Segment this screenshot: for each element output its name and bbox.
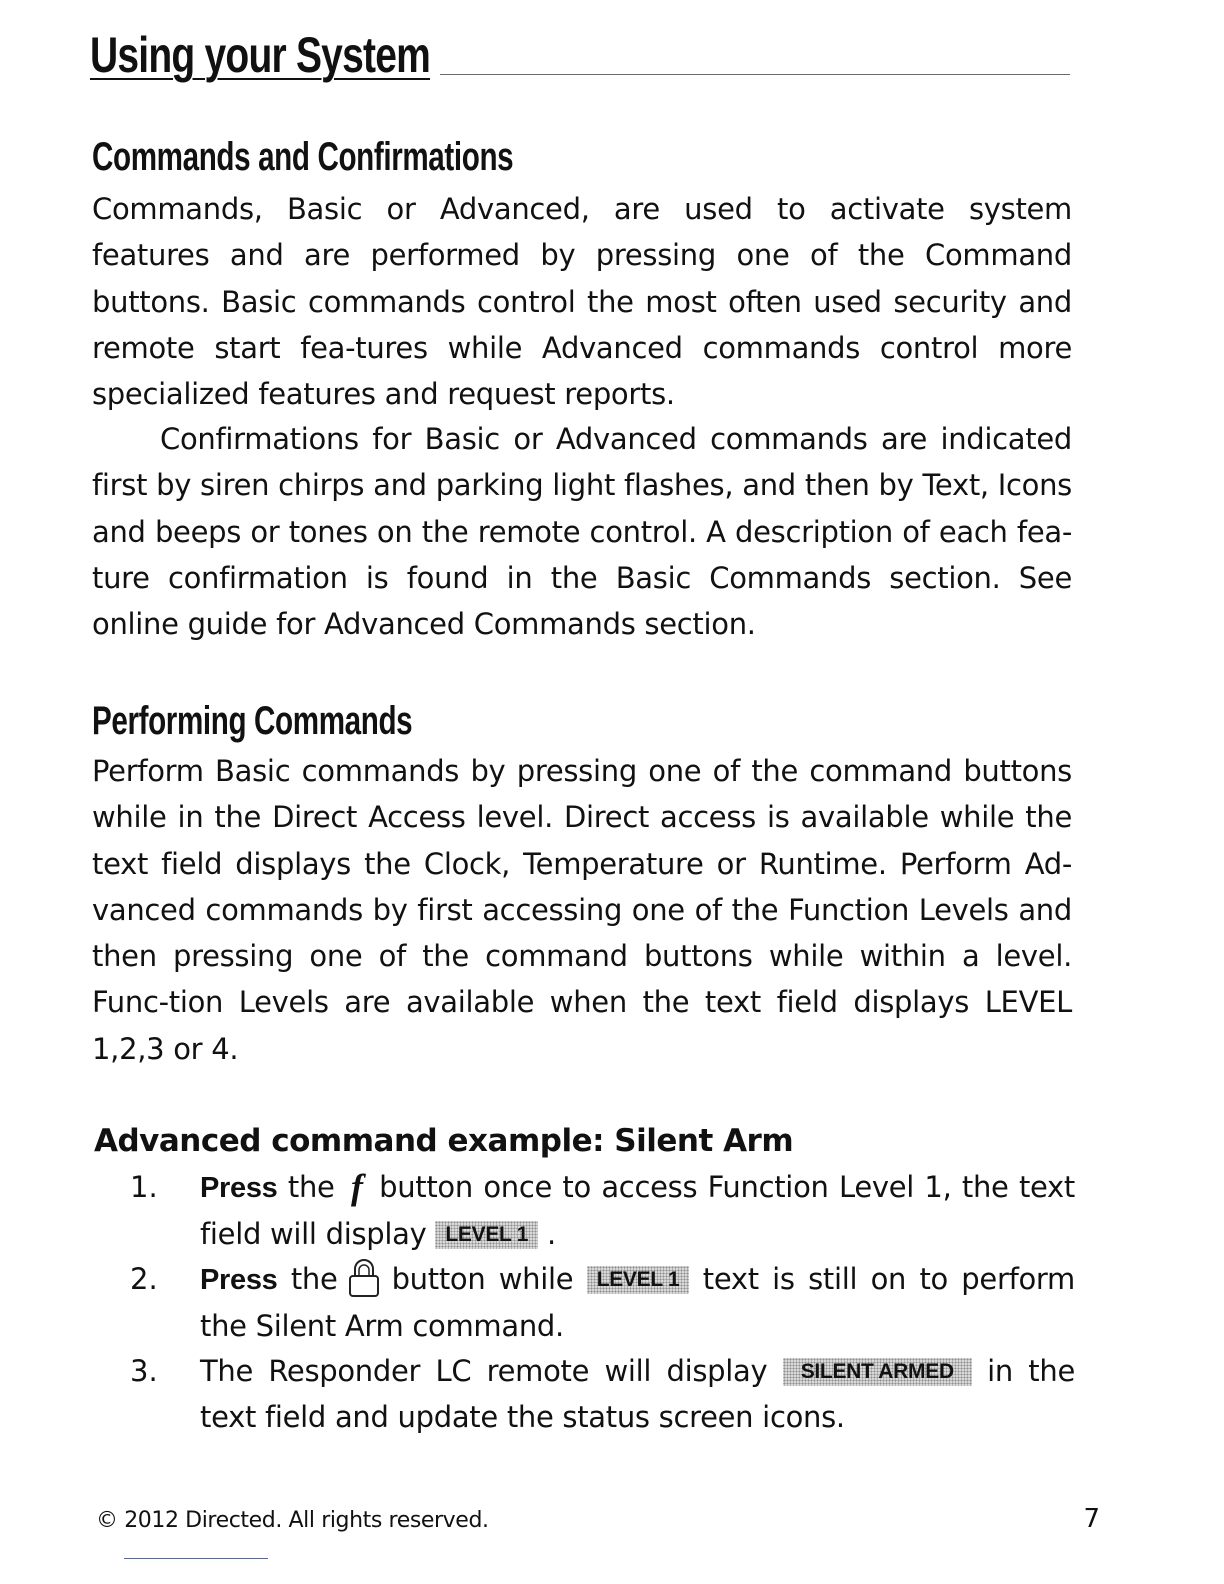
page-title: Using your System	[90, 27, 431, 83]
step-text-a: the	[277, 1262, 338, 1296]
step-text	[200, 1164, 1075, 1257]
step-number: 2.	[130, 1262, 158, 1296]
paragraph-performing: Perform Basic commands by pressing one of the command buttons while in the Direct Access level. Direct access is available while the text field displays the Clock, Temperature or Runtime. Perform Ad-vanced commands by first accessing one of the Function Levels and then pressing one of the command buttons while within a level. Func-tion Levels are available when the text field displays LEVEL 1,2,3 or 4.	[92, 754, 1072, 1066]
lcd-display-silent-armed: SILENT ARMED	[783, 1358, 972, 1386]
title-rule	[440, 74, 1070, 75]
step-text-c: .	[547, 1217, 556, 1251]
example-heading: Advanced command example: Silent Arm	[94, 1123, 794, 1159]
step-text-a: The Responder LC remote will display	[200, 1354, 768, 1388]
section-heading-commands-confirmations: Commands and Confirmations	[92, 135, 514, 179]
step-text-a: the	[277, 1170, 335, 1204]
lcd-display-level-1: LEVEL 1	[435, 1221, 538, 1249]
page-number: 7	[1083, 1504, 1100, 1534]
step-text-c: text is still on to perform the Silent Arm command.	[200, 1262, 1075, 1343]
lock-icon	[344, 1257, 384, 1299]
f-button-icon: f	[351, 1167, 363, 1207]
paragraph-confirmations: Confirmations for Basic or Advanced commands are indicated first by siren chirps and parking light flashes, and then by Text, Icons and beeps or tones on the remote control. A description of each fea-ture confirmation is found in the Basic Commands section. See online guide for Advanced Commands section.	[92, 422, 1072, 642]
step-verb: Press	[200, 1264, 278, 1296]
step-number: 3.	[130, 1354, 158, 1388]
lcd-display-level-1: LEVEL 1	[587, 1266, 690, 1294]
step-text-b: button once to access Function Level 1, the text field will display	[200, 1170, 1075, 1251]
footer-copyright: © 2012 Directed. All rights reserved.	[96, 1508, 489, 1533]
step-text-b: button while	[391, 1262, 574, 1296]
step-text	[200, 1256, 1075, 1349]
page-title-block	[90, 22, 1070, 88]
step-number: 1.	[130, 1170, 158, 1204]
step-text-b: in the text field and update the status screen icons.	[200, 1354, 1075, 1434]
paragraph-commands: Commands, Basic or Advanced, are used to activate system features and are performed by pressing one of the Command buttons. Basic commands control the most often used security and remote start fea-tures while Advanced commands control more specialized features and request reports.	[92, 192, 1072, 412]
footer-rule	[124, 1558, 268, 1559]
step-verb: Press	[200, 1172, 278, 1204]
section-heading-performing-commands: Performing Commands	[92, 699, 413, 743]
step-text	[200, 1348, 1075, 1440]
